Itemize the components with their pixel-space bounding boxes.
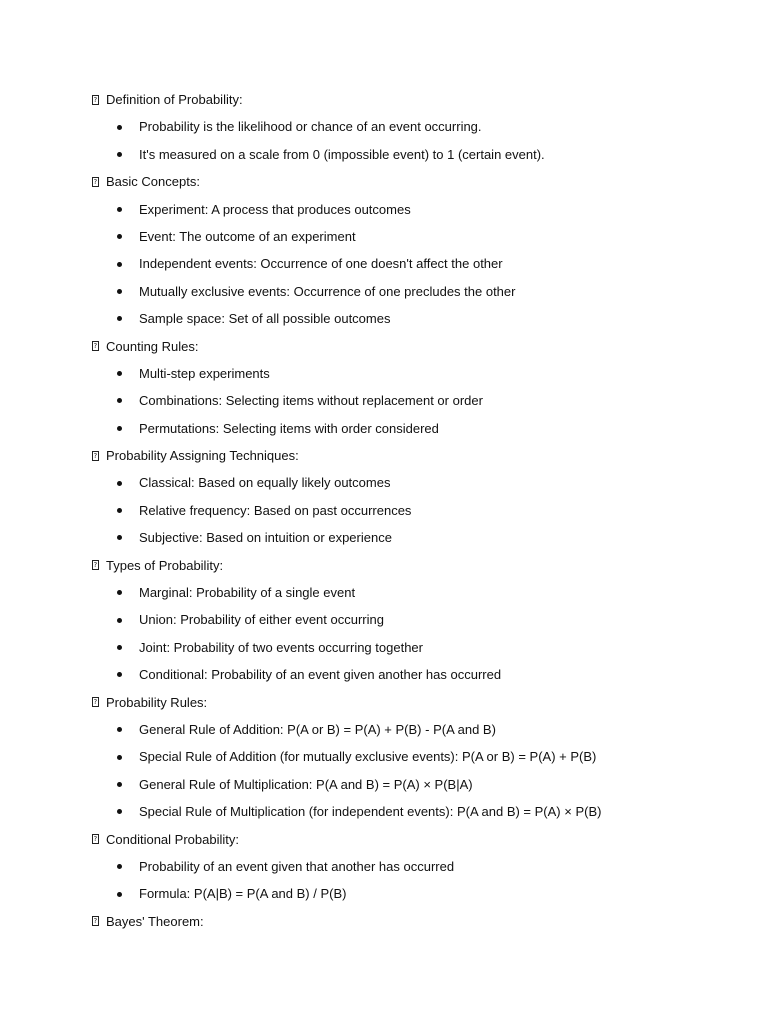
list-item: [92, 880, 732, 907]
bullet-icon: [117, 152, 122, 157]
list-item: [92, 223, 732, 250]
list-item: [92, 606, 732, 633]
section-heading-text: Types of Probability:: [106, 557, 224, 573]
missing-glyph-icon: [92, 95, 99, 105]
section-counting-rules: [92, 333, 732, 443]
section-probability-rules: [92, 689, 732, 826]
list-item: [92, 853, 732, 880]
bullet-icon: [117, 262, 122, 267]
list-item: [92, 798, 732, 825]
bullet-icon: [117, 207, 122, 212]
bullet-list: [92, 113, 732, 168]
bullet-list: [92, 196, 732, 333]
list-item-text: Formula: P(A|B) = P(A and B) / P(B): [139, 886, 347, 902]
list-item-text: Experiment: A process that produces outcomes: [139, 201, 411, 217]
list-item: [92, 579, 732, 606]
missing-glyph-icon: [92, 341, 99, 351]
section-bayes-theorem: [92, 908, 732, 935]
list-item-text: Combinations: Selecting items without replacement or order: [139, 393, 483, 409]
list-item: [92, 113, 732, 140]
bullet-icon: [117, 782, 122, 787]
bullet-icon: [117, 645, 122, 650]
list-item: [92, 141, 732, 168]
bullet-icon: [117, 755, 122, 760]
bullet-list: [92, 853, 732, 908]
list-item-text: General Rule of Addition: P(A or B) = P(A) + P(B) - P(A and B): [139, 721, 496, 737]
bullet-list: [92, 360, 732, 442]
bullet-icon: [117, 727, 122, 732]
missing-glyph-icon: [92, 916, 99, 926]
list-item: [92, 661, 732, 688]
list-item: [92, 387, 732, 414]
list-item: [92, 634, 732, 661]
list-item-text: Relative frequency: Based on past occurrences: [139, 502, 412, 518]
list-item-text: Event: The outcome of an experiment: [139, 228, 356, 244]
missing-glyph-icon: [92, 451, 99, 461]
list-item-text: General Rule of Multiplication: P(A and B) = P(A) × P(B|A): [139, 776, 473, 792]
list-item-text: Conditional: Probability of an event given another has occurred: [139, 667, 502, 683]
list-item-text: Special Rule of Addition (for mutually exclusive events): P(A or B) = P(A) + P(B): [139, 749, 597, 765]
document-content: [92, 86, 732, 935]
list-item: [92, 497, 732, 524]
bullet-list: [92, 469, 732, 551]
section-heading: [92, 908, 732, 935]
bullet-icon: [117, 618, 122, 623]
section-heading: [92, 826, 732, 853]
bullet-icon: [117, 481, 122, 486]
section-basic-concepts: [92, 168, 732, 332]
bullet-icon: [117, 125, 122, 130]
list-item-text: Permutations: Selecting items with order considered: [139, 420, 439, 436]
bullet-icon: [117, 316, 122, 321]
bullet-icon: [117, 535, 122, 540]
list-item-text: Sample space: Set of all possible outcomes: [139, 311, 391, 327]
missing-glyph-icon: [92, 697, 99, 707]
list-item-text: Probability is the likelihood or chance of an event occurring.: [139, 119, 482, 135]
list-item: [92, 743, 732, 770]
section-heading: [92, 168, 732, 195]
bullet-icon: [117, 426, 122, 431]
list-item-text: It's measured on a scale from 0 (impossible event) to 1 (certain event).: [139, 146, 545, 162]
section-heading-text: Probability Rules:: [106, 694, 208, 710]
bullet-icon: [117, 864, 122, 869]
list-item-text: Marginal: Probability of a single event: [139, 585, 356, 601]
bullet-icon: [117, 234, 122, 239]
section-types-of-probability: [92, 552, 732, 689]
section-heading: [92, 86, 732, 113]
bullet-icon: [117, 371, 122, 376]
list-item-text: Union: Probability of either event occurring: [139, 612, 384, 628]
bullet-icon: [117, 289, 122, 294]
section-conditional-probability: [92, 826, 732, 908]
section-definition-of-probability: [92, 86, 732, 168]
bullet-icon: [117, 809, 122, 814]
missing-glyph-icon: [92, 834, 99, 844]
list-item-text: Subjective: Based on intuition or experience: [139, 530, 392, 546]
bullet-icon: [117, 590, 122, 595]
section-heading: [92, 552, 732, 579]
list-item-text: Special Rule of Multiplication (for independent events): P(A and B) = P(A) × P(B): [139, 804, 602, 820]
list-item-text: Probability of an event given that another has occurred: [139, 858, 455, 874]
list-item: [92, 250, 732, 277]
bullet-icon: [117, 672, 122, 677]
section-heading: [92, 689, 732, 716]
list-item: [92, 771, 732, 798]
list-item: [92, 278, 732, 305]
section-heading-text: Basic Concepts:: [106, 174, 200, 190]
bullet-icon: [117, 508, 122, 513]
section-heading-text: Probability Assigning Techniques:: [106, 448, 299, 464]
section-heading-text: Counting Rules:: [106, 338, 199, 354]
section-heading: [92, 333, 732, 360]
list-item: [92, 524, 732, 551]
section-heading-text: Conditional Probability:: [106, 831, 239, 847]
list-item-text: Independent events: Occurrence of one doesn't affect the other: [139, 256, 503, 272]
section-heading: [92, 442, 732, 469]
list-item-text: Classical: Based on equally likely outcomes: [139, 475, 391, 491]
missing-glyph-icon: [92, 177, 99, 187]
list-item-text: Multi-step experiments: [139, 365, 270, 381]
list-item: [92, 415, 732, 442]
list-item: [92, 469, 732, 496]
list-item-text: Joint: Probability of two events occurring together: [139, 639, 423, 655]
bullet-list: [92, 579, 732, 689]
missing-glyph-icon: [92, 560, 99, 570]
list-item: [92, 360, 732, 387]
list-item-text: Mutually exclusive events: Occurrence of one precludes the other: [139, 283, 516, 299]
bullet-list: [92, 716, 732, 826]
bullet-icon: [117, 892, 122, 897]
list-item: [92, 305, 732, 332]
section-heading-text: Bayes' Theorem:: [106, 913, 204, 929]
list-item: [92, 196, 732, 223]
section-probability-assigning-techniques: [92, 442, 732, 552]
section-heading-text: Definition of Probability:: [106, 92, 243, 107]
bullet-icon: [117, 398, 122, 403]
list-item: [92, 716, 732, 743]
